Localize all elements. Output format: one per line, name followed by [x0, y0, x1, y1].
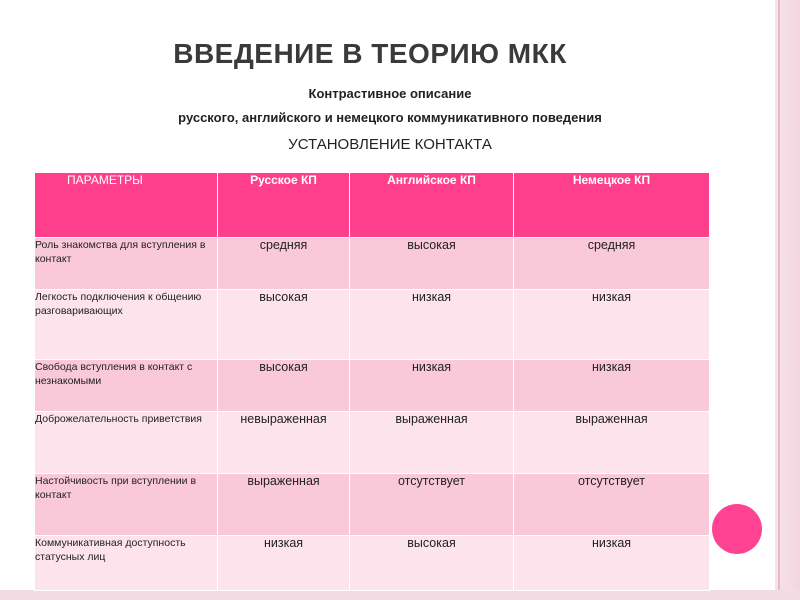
slide-frame-line — [778, 0, 780, 600]
table-row — [35, 474, 710, 536]
table-row — [35, 536, 710, 591]
row-parameter: Легкость подключения к общению разговаривающих — [35, 290, 218, 360]
row-parameter: Настойчивость при вступлении в контакт — [35, 474, 218, 536]
table-row — [35, 360, 710, 412]
subtitle-line-3: УСТАНОВЛЕНИЕ КОНТАКТА — [288, 136, 492, 153]
value-english: высокая — [350, 238, 514, 290]
table-row — [35, 290, 710, 360]
value-russian: средняя — [218, 238, 350, 290]
value-german: средняя — [514, 238, 710, 290]
header-parameters: ПАРАМЕТРЫ — [35, 173, 218, 238]
value-english: низкая — [350, 290, 514, 360]
row-parameter: Роль знакомства для вступления в контакт — [35, 238, 218, 290]
slide-frame-bottom — [0, 590, 800, 600]
subtitle-line-1: Контрастивное описание — [308, 86, 472, 101]
table-header-row — [35, 173, 710, 238]
header-german: Немецкое КП — [514, 173, 710, 238]
value-german: выраженная — [514, 412, 710, 474]
value-russian: высокая — [218, 290, 350, 360]
value-russian: выраженная — [218, 474, 350, 536]
header-english: Английское КП — [350, 173, 514, 238]
row-parameter: Коммуникативная доступность статусных лиц — [35, 536, 218, 591]
value-russian: высокая — [218, 360, 350, 412]
value-english: низкая — [350, 360, 514, 412]
value-german: низкая — [514, 536, 710, 591]
table-row — [35, 412, 710, 474]
value-russian: низкая — [218, 536, 350, 591]
comparison-table — [34, 172, 710, 591]
value-english: высокая — [350, 536, 514, 591]
subtitle-line-2: русского, английского и немецкого коммуникативного поведения — [178, 110, 602, 125]
table-row — [35, 238, 710, 290]
value-english: выраженная — [350, 412, 514, 474]
row-parameter: Доброжелательность приветствия — [35, 412, 218, 474]
decorative-circle — [712, 504, 762, 554]
row-parameter: Свобода вступления в контакт с незнакомыми — [35, 360, 218, 412]
value-german: отсутствует — [514, 474, 710, 536]
value-german: низкая — [514, 290, 710, 360]
value-russian: невыраженная — [218, 412, 350, 474]
value-english: отсутствует — [350, 474, 514, 536]
header-russian: Русское КП — [218, 173, 350, 238]
slide-title: ВВЕДЕНИЕ В ТЕОРИЮ МКК — [173, 38, 567, 69]
value-german: низкая — [514, 360, 710, 412]
